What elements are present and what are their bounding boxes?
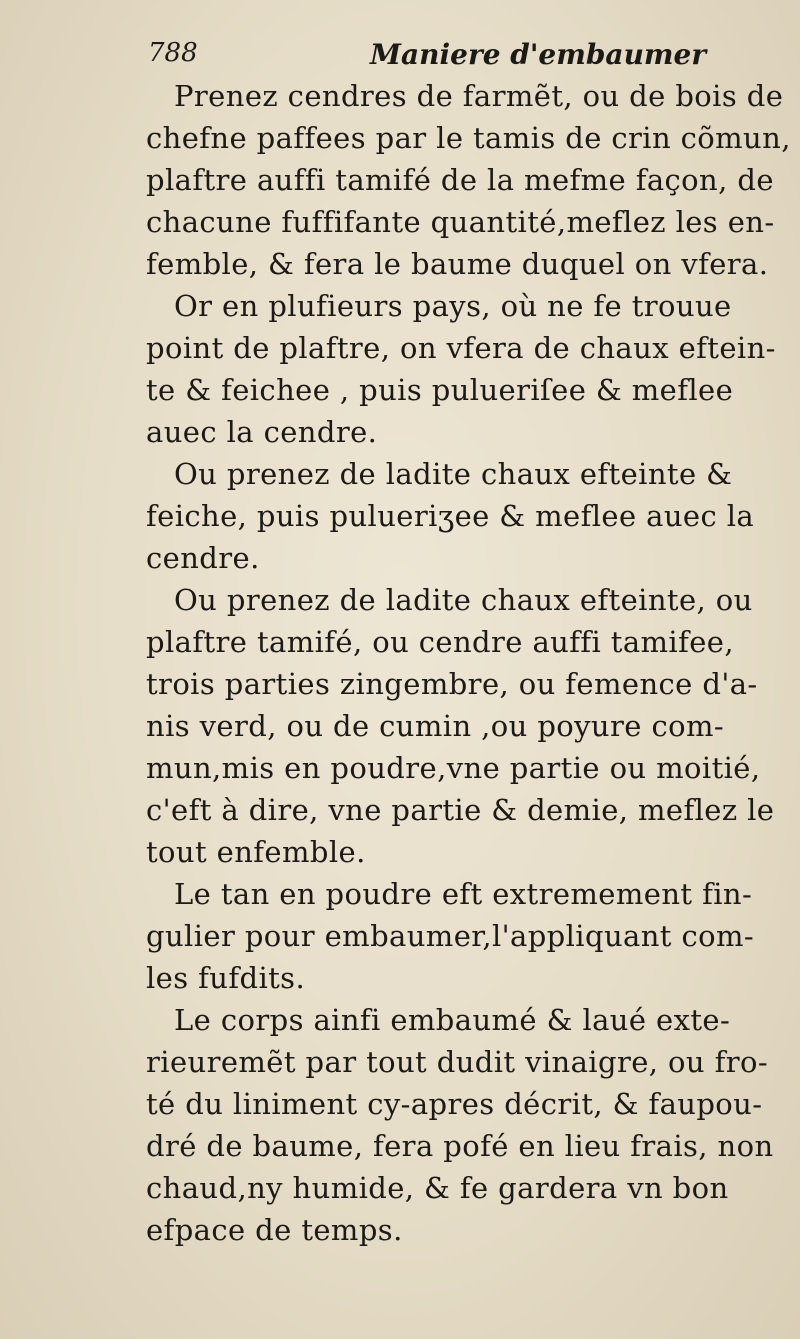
text-line: Ou prenez de ladite chaux efteinte, ou [174, 583, 753, 617]
text-line: c'eft à dire, vne partie & demie, meflez le [146, 793, 775, 827]
text-line: Le corps ainfi embaumé & laué exte- [174, 1003, 731, 1037]
text-line: Prenez cendres de farmẽt, ou de bois de [174, 79, 784, 113]
text-line: chefne paffees par le tamis de crin cõmun, [146, 121, 791, 155]
text-line: efpace de temps. [146, 1213, 403, 1247]
text-line: tout enfemble. [146, 835, 366, 869]
text-line: auec la cendre. [146, 415, 378, 449]
text-line: feiche, puis pulueriʒee & meflee auec la [146, 499, 755, 533]
text-line: té du liniment cy-apres décrit, & faupou- [146, 1087, 763, 1121]
text-line: Le tan en poudre eft extremement fin- [174, 877, 753, 911]
text-line: plaftre auffi tamifé de la mefme façon, de [146, 163, 774, 197]
text-line: point de plaftre, on vfera de chaux eftein- [146, 331, 776, 365]
text-line: plaftre tamifé, ou cendre auffi tamifee, [146, 625, 734, 659]
text-line: gulier pour embaumer,l'appliquant com- [146, 919, 755, 953]
text-line: Or en plufieurs pays, où ne fe trouue [174, 289, 732, 323]
text-line: mun,mis en poudre,vne partie ou moitié, [146, 751, 761, 785]
text-line: te & feichee , puis pulueriſee & meflee [146, 373, 734, 407]
text-line: rieuremẽt par tout dudit vinaigre, ou fro- [146, 1045, 769, 1079]
text-line: cendre. [146, 541, 260, 575]
text-line: femble, & fera le baume duquel on vfera. [146, 247, 769, 281]
text-line: trois parties zingembre, ou femence d'a- [146, 667, 758, 701]
page-header [148, 38, 708, 78]
text-line: nis verd, ou de cumin ,ou poyure com- [146, 709, 725, 743]
text-line: Ou prenez de ladite chaux efteinte & [174, 457, 733, 491]
text-line: dré de baume, fera pofé en lieu frais, non [146, 1129, 774, 1163]
page-number: 788 [148, 38, 198, 68]
running-head: Maniere d'embaumer [370, 38, 707, 71]
text-line: les fufdits. [146, 961, 306, 995]
text-line: chaud,ny humide, & fe gardera vn bon [146, 1171, 729, 1205]
text-line: chacune fuffifante quantité,meflez les en- [146, 205, 775, 239]
